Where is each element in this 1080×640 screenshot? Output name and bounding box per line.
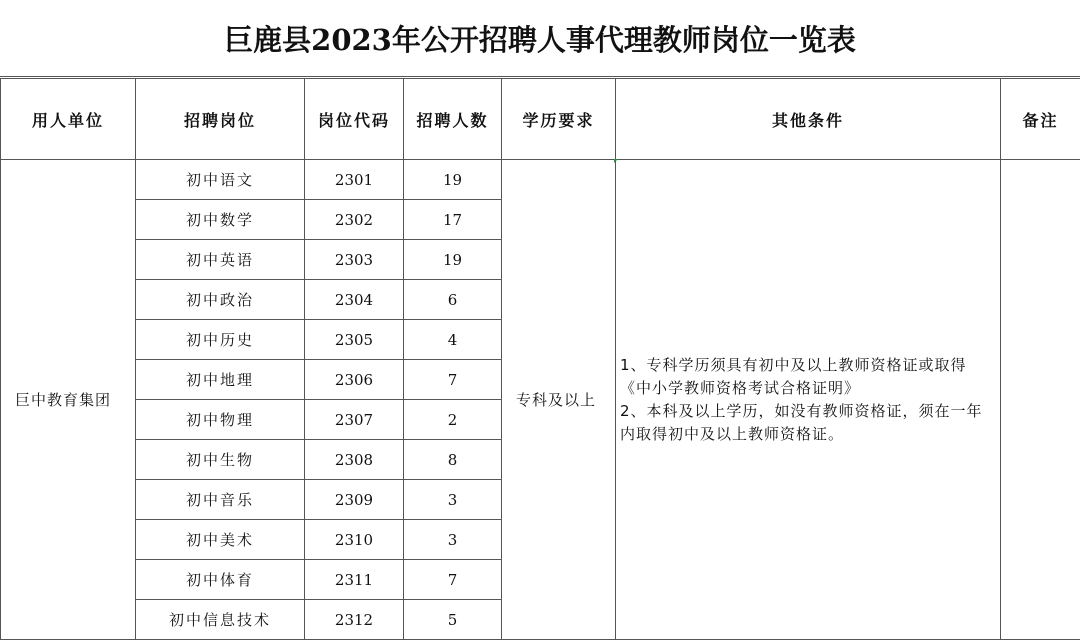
count-cell: 19 — [404, 240, 502, 280]
code-cell: 2302 — [305, 200, 404, 240]
count-cell: 7 — [404, 360, 502, 400]
unit-cell: 巨中教育集团 — [1, 160, 136, 640]
code-cell: 2303 — [305, 240, 404, 280]
header-code: 岗位代码 — [305, 79, 404, 160]
code-cell: 2309 — [305, 480, 404, 520]
count-cell: 4 — [404, 320, 502, 360]
count-cell: 3 — [404, 520, 502, 560]
header-other: 其他条件 — [616, 79, 1001, 160]
post-cell: 初中音乐 — [136, 480, 305, 520]
post-cell: 初中信息技术 — [136, 600, 305, 640]
post-cell: 初中语文 — [136, 160, 305, 200]
header-education: 学历要求 — [502, 79, 616, 160]
code-cell: 2306 — [305, 360, 404, 400]
post-cell: 初中美术 — [136, 520, 305, 560]
header-count: 招聘人数 — [404, 79, 502, 160]
header-unit: 用人单位 — [1, 79, 136, 160]
education-cell: 专科及以上 — [502, 160, 616, 640]
table-row — [1, 160, 1080, 200]
code-cell: 2308 — [305, 440, 404, 480]
count-cell: 5 — [404, 600, 502, 640]
post-cell: 初中地理 — [136, 360, 305, 400]
code-cell: 2301 — [305, 160, 404, 200]
code-cell: 2312 — [305, 600, 404, 640]
code-cell: 2307 — [305, 400, 404, 440]
header-note: 备注 — [1001, 79, 1080, 160]
recruitment-table — [0, 78, 1080, 640]
other-conditions-cell — [616, 160, 1001, 640]
post-cell: 初中数学 — [136, 200, 305, 240]
count-cell: 3 — [404, 480, 502, 520]
other-condition-1: 1、专科学历须具有初中及以上教师资格证或取得《中小学教师资格考试合格证明》 — [620, 354, 984, 400]
note-cell — [1001, 160, 1080, 640]
count-cell: 7 — [404, 560, 502, 600]
count-cell: 8 — [404, 440, 502, 480]
post-cell: 初中英语 — [136, 240, 305, 280]
post-cell: 初中政治 — [136, 280, 305, 320]
post-cell: 初中体育 — [136, 560, 305, 600]
code-cell: 2304 — [305, 280, 404, 320]
cell-comment-marker — [614, 159, 618, 163]
page-title: 巨鹿县2023年公开招聘人事代理教师岗位一览表 — [0, 0, 1080, 77]
code-cell: 2310 — [305, 520, 404, 560]
post-cell: 初中生物 — [136, 440, 305, 480]
post-cell: 初中物理 — [136, 400, 305, 440]
count-cell: 17 — [404, 200, 502, 240]
header-row — [1, 79, 1080, 160]
code-cell: 2311 — [305, 560, 404, 600]
post-cell: 初中历史 — [136, 320, 305, 360]
count-cell: 2 — [404, 400, 502, 440]
header-post: 招聘岗位 — [136, 79, 305, 160]
other-condition-2: 2、本科及以上学历，如没有教师资格证，须在一年内取得初中及以上教师资格证。 — [620, 400, 984, 446]
count-cell: 6 — [404, 280, 502, 320]
count-cell: 19 — [404, 160, 502, 200]
code-cell: 2305 — [305, 320, 404, 360]
